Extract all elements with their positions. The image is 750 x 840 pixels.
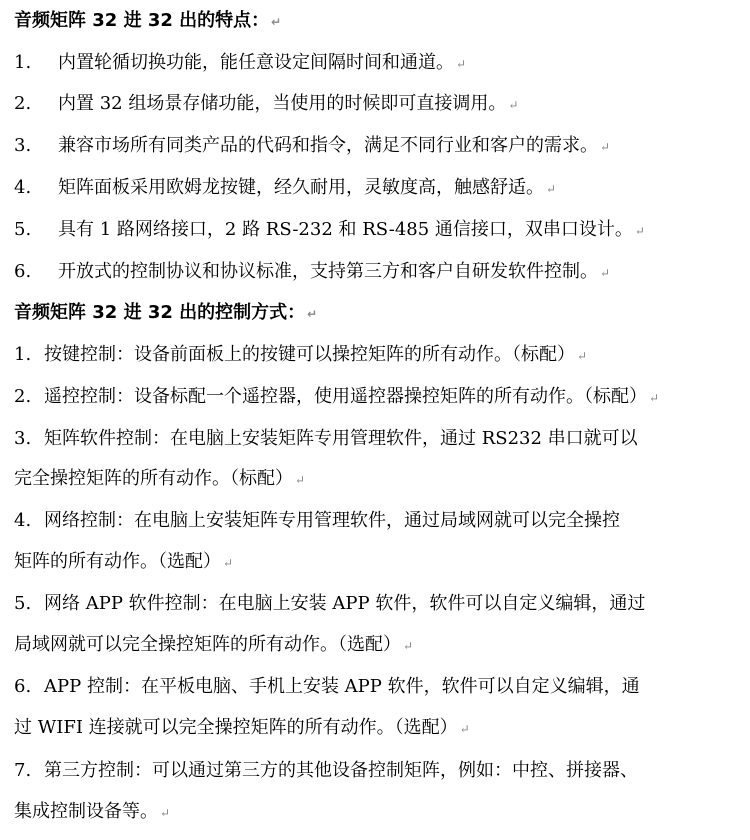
control-item: 4. 网络控制：在电脑上安装矩阵专用管理软件，通过局域网就可以完全操控: [14, 510, 620, 531]
feature-item: 5. 具有 1 路网络接口，2 路 RS-232 和 RS-485 通信接口，双串口设计。 ↵: [14, 219, 645, 240]
paragraph-mark-icon: ↵: [271, 15, 282, 29]
feature-item: 6. 开放式的控制协议和协议标准，支持第三方和客户自研发软件控制。 ↵: [14, 261, 611, 282]
paragraph-mark-icon: ↵: [459, 722, 470, 736]
section-heading-control-methods: 音频矩阵 32 进 32 出的控制方式： ↵: [14, 302, 318, 323]
control-item-continuation: 完全操控矩阵的所有动作。（标配） ↵: [14, 468, 306, 489]
control-item-continuation: 矩阵的所有动作。（选配） ↵: [14, 551, 234, 572]
paragraph-mark-icon: ↵: [649, 391, 660, 405]
control-item-continuation: 集成控制设备等。 ↵: [14, 801, 171, 822]
feature-item: 3. 兼容市场所有同类产品的代码和指令，满足不同行业和客户的需求。 ↵: [14, 135, 611, 156]
feature-item: 1. 内置轮循切换功能，能任意设定间隔时间和通道。 ↵: [14, 52, 467, 73]
control-item: 7. 第三方控制：可以通过第三方的其他设备控制矩阵，例如：中控、拼接器、: [14, 760, 638, 781]
section-heading-features: 音频矩阵 32 进 32 出的特点： ↵: [14, 10, 282, 31]
paragraph-mark-icon: ↵: [577, 349, 588, 363]
control-item-continuation: 过 WIFI 连接就可以完全操控矩阵的所有动作。（选配） ↵: [14, 717, 470, 738]
control-item: 2. 遥控控制：设备标配一个遥控器，使用遥控器操控矩阵的所有动作。（标配） ↵: [14, 386, 660, 407]
control-item-continuation: 局域网就可以完全操控矩阵的所有动作。（选配） ↵: [14, 634, 414, 655]
control-item: 6. APP 控制：在平板电脑、手机上安装 APP 软件，软件可以自定义编辑，通: [14, 676, 640, 697]
paragraph-mark-icon: ↵: [160, 806, 171, 820]
feature-item: 2. 内置 32 组场景存储功能，当使用的时候即可直接调用。 ↵: [14, 93, 519, 114]
paragraph-mark-icon: ↵: [600, 266, 611, 280]
paragraph-mark-icon: ↵: [508, 98, 519, 112]
feature-item: 4. 矩阵面板采用欧姆龙按键，经久耐用，灵敏度高，触感舒适。 ↵: [14, 177, 557, 198]
paragraph-mark-icon: ↵: [223, 556, 234, 570]
control-item: 1. 按键控制：设备前面板上的按键可以操控矩阵的所有动作。（标配） ↵: [14, 344, 588, 365]
paragraph-mark-icon: ↵: [546, 182, 557, 196]
paragraph-mark-icon: ↵: [456, 57, 467, 71]
paragraph-mark-icon: ↵: [307, 307, 318, 321]
paragraph-mark-icon: ↵: [295, 473, 306, 487]
paragraph-mark-icon: ↵: [403, 639, 414, 653]
paragraph-mark-icon: ↵: [600, 140, 611, 154]
paragraph-mark-icon: ↵: [634, 224, 645, 238]
control-item: 5. 网络 APP 软件控制：在电脑上安装 APP 软件，软件可以自定义编辑，通过: [14, 593, 646, 614]
control-item: 3. 矩阵软件控制：在电脑上安装矩阵专用管理软件，通过 RS232 串口就可以: [14, 428, 638, 449]
